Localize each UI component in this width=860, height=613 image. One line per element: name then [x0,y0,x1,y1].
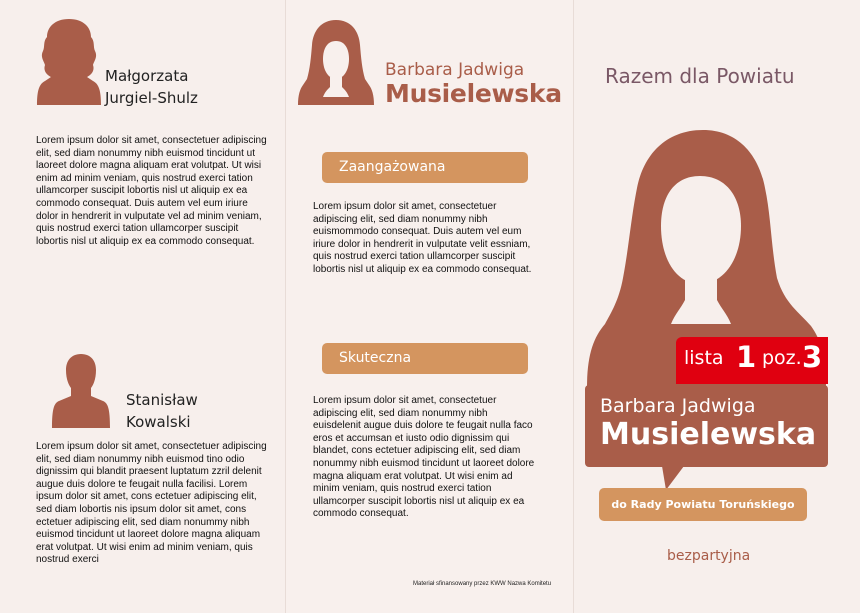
person2-last-name: Kowalski [126,413,191,431]
person2-bio: Lorem ipsum dolor sit amet, consectetuer adipiscing elit, sed diam nonummy nibh euismod tino odio dignissim qui blandit praesent luptatum zzril delenit augue duis dolore te feugait nulla facilisi. Lorem ipsum dolor sit amet, cons ectetuer adipiscing elit, sed diam lobortis nis ipsum dolor sit amet, cons ectetuer adipiscing elit, sed diam nonummy nibh euismod tincidunt ut laoreet dolore magna aliquam erat volutpat. Ut wisi enim ad minim veniam, quis nostrud exerci [36,441,267,566]
candidate-last-name: Musielewska [385,79,562,108]
candidate-name-box [585,385,828,467]
council-label: do Rady Powiatu Toruńskiego [599,488,807,521]
section1-heading: Zaangażowana [322,152,528,183]
candidate-last-name: Musielewska [600,417,817,452]
affiliation-label: bezpartyjna [667,548,751,564]
list-number: 1 [736,340,757,374]
list-position-badge [676,337,828,384]
position-number: 3 [802,340,823,374]
person2-first-name: Stanisław [126,391,198,409]
person1-first-name: Małgorzata [105,67,189,85]
list-label: lista [684,347,724,369]
section1-text: Lorem ipsum dolor sit amet, consectetuer adipiscing elit, sed diam nonummy nibh euismommodo consequat. Duis autem vel eum iriure dolor in hendrerit in vulputate velit essniam, quis nostrud exerci tation ullamcorper suscipit lobortis nisl ut aliquip ex ea commodo consequat. [313,201,532,275]
section2-text: Lorem ipsum dolor sit amet, consectetuer adipiscing elit, sed diam nonummy nibh euisdelenit augue duis dolore te feugait nulla faco eros et accumsan et iusto odio dignissim qui blandet, cons ectetuer adipiscing elit, sed diam nonummy nibh euismod tincidunt ut laoreet dolore magna aliquam erat volutpat. Ut wisi enim ad minim veniam, quis nostrud exerci tation ullamcorper suscipit lobortis nisl ut aliquip ex ea commodo consequat. [313,395,535,520]
slogan: Razem dla Powiatu [605,64,795,88]
speech-pointer-icon [662,466,684,490]
female-curly-silhouette-icon [35,17,103,105]
position-label: poz. [762,347,802,369]
person1-last-name: Jurgiel-Shulz [105,89,198,107]
fold-line [573,0,574,613]
person1-name [105,65,198,109]
candidate-first-name: Barbara Jadwiga [600,395,756,417]
financing-note: Materiał sfinansowany przez KWW Nazwa Komitetu [413,581,552,587]
fold-line [285,0,286,613]
person2-name [126,389,198,433]
section2-heading: Skuteczna [322,343,528,374]
female-silhouette-icon [297,19,375,105]
person1-bio: Lorem ipsum dolor sit amet, consectetuer adipiscing elit, sed diam nonummy nibh euismod tincidunt ut laoreet dolore magna aliquam erat volutpat. Ut wisi enim ad minim veniam, quis nostrud exerci tation ullamcorper suscipit lobortis nisl ut aliquip ex ea commodo consequat. Duis autem vel eum iriure dolor in hendrerit in vulputate vel ad minim veniam, quis nostrud exerci tation ullamcorper suscipit lobortis nisl ut aliquip ex ea commodo consequat. [36,135,267,247]
candidate-first-name: Barbara Jadwiga [385,60,525,80]
male-silhouette-icon [51,352,111,428]
